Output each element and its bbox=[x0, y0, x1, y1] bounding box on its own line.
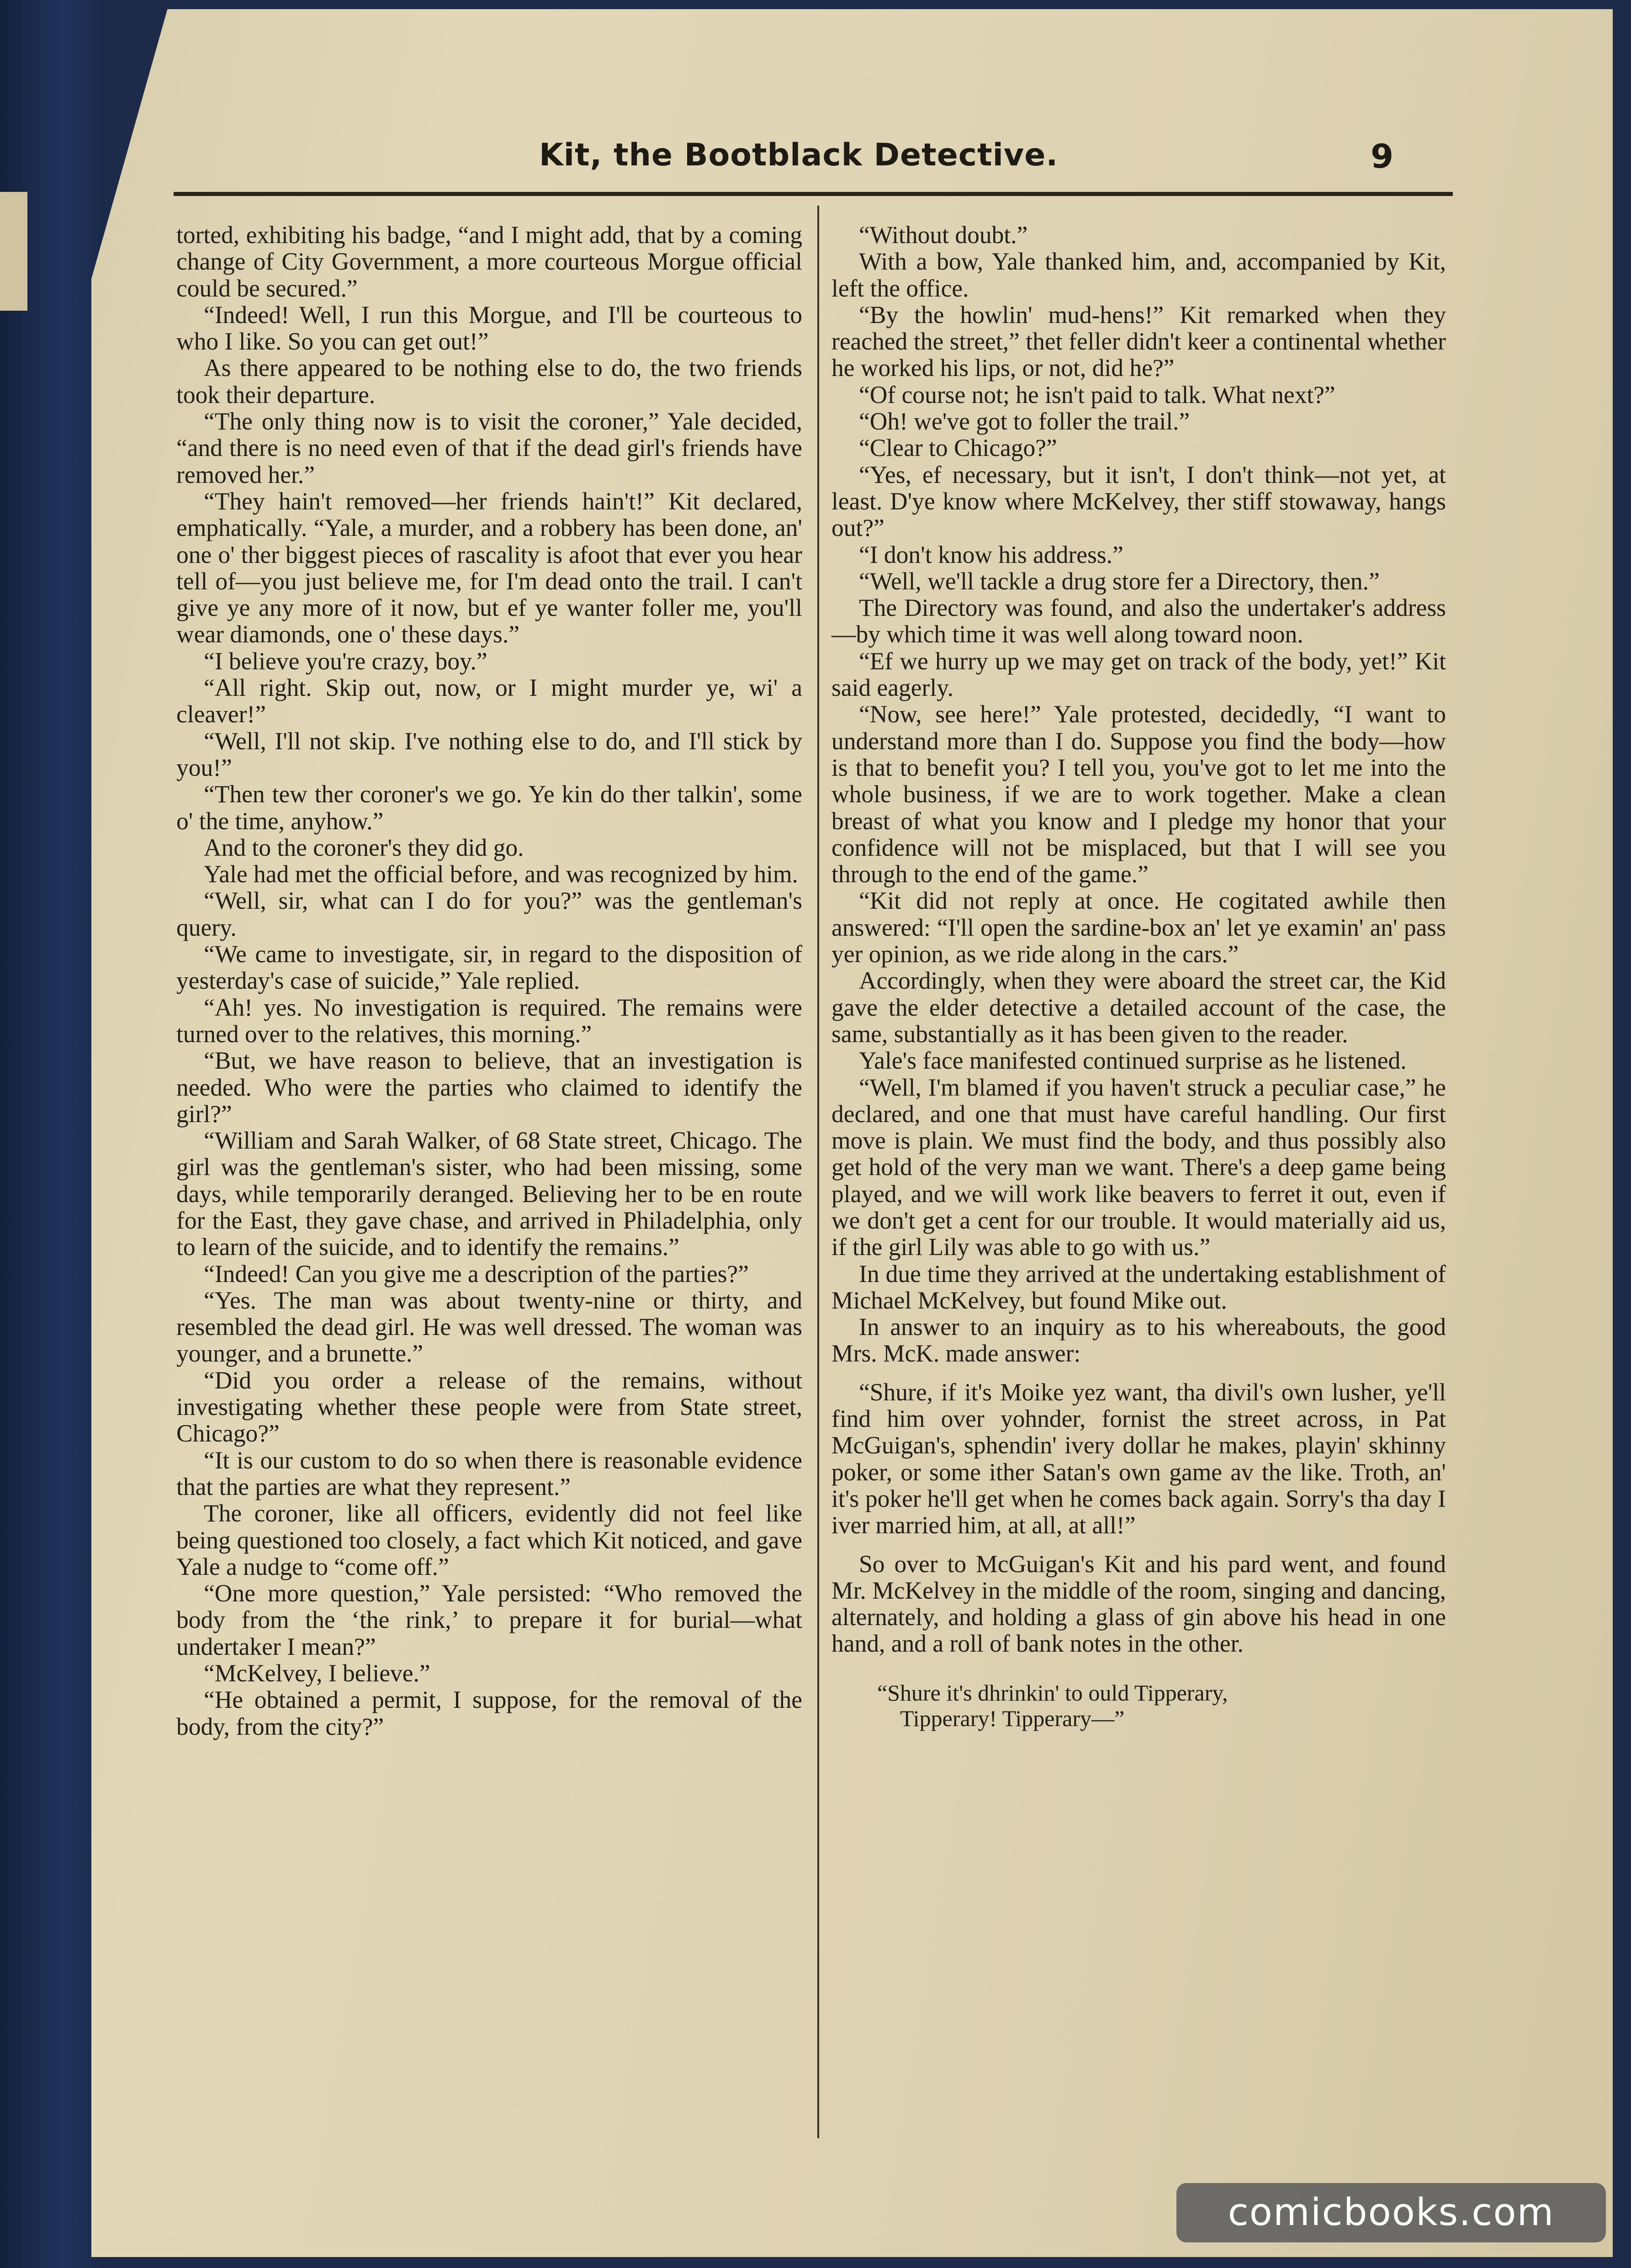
paragraph: torted, exhibiting his badge, “and I might add, that by a coming change of City Government, a more courteous Morgue official could be secured.” bbox=[176, 221, 802, 302]
paragraph: “Then tew ther coroner's we go. Ye kin do ther talkin', some o' the time, anyhow.” bbox=[176, 780, 802, 835]
paragraph: “McKelvey, I believe.” bbox=[204, 1659, 430, 1687]
running-title: Kit, the Bootblack Detective. bbox=[539, 137, 1059, 173]
paragraph: “It is our custom to do so when there is reasonable evidence that the parties are what they represent.” bbox=[176, 1446, 802, 1500]
verse-line: “Shure it's dhrinkin' to ould Tipperary, bbox=[877, 1680, 1228, 1706]
paragraph: In due time they arrived at the undertaking establishment of Michael McKelvey, but found Mike out. bbox=[831, 1260, 1446, 1314]
paragraph: “Well, we'll tackle a drug store fer a Directory, then.” bbox=[859, 567, 1380, 595]
paragraph: “Ah! yes. No investigation is required. The remains were turned over to the relatives, this morning.” bbox=[176, 993, 802, 1048]
paragraph: “Indeed! Well, I run this Morgue, and I'll be courteous to who I like. So you can get out!” bbox=[176, 301, 802, 355]
paragraph: “Kit did not reply at once. He cogitated awhile then answered: “I'll open the sardine-box an' let ye examin' an' pass yer opinion, as we ride along in the cars.” bbox=[831, 887, 1446, 968]
paragraph: “He obtained a permit, I suppose, for the removal of the body, from the city?” bbox=[176, 1686, 802, 1740]
header-rule bbox=[174, 192, 1453, 196]
paragraph: “We came to investigate, sir, in regard to the disposition of yesterday's case of suicide,” Yale replied. bbox=[176, 940, 802, 995]
paragraph: Accordingly, when they were aboard the street car, the Kid gave the elder detective a detailed account of the case, the same, substantially as it has been given to the reader. bbox=[831, 967, 1446, 1048]
paragraph: “William and Sarah Walker, of 68 State street, Chicago. The girl was the gentleman's sister, who had been missing, some days, while temporarily deranged. Believing her to be en route for the East, they gave chase, and arrived in Philadelphia, only to learn of the suicide, and to identify the remains.” bbox=[176, 1127, 802, 1261]
paragraph: With a bow, Yale thanked him, and, accompanied by Kit, left the office. bbox=[831, 248, 1446, 302]
paragraph: “Without doubt.” bbox=[859, 221, 1028, 249]
paragraph: The coroner, like all officers, evidently did not feel like being questioned too closely, a fact which Kit noticed, and gave Yale a nudge to “come off.” bbox=[176, 1500, 802, 1580]
paragraph: “Indeed! Can you give me a description of the parties?” bbox=[204, 1260, 749, 1288]
previous-page-edge bbox=[0, 192, 27, 311]
paragraph: “But, we have reason to believe, that an investigation is needed. Who were the parties who claimed to identify the girl?” bbox=[176, 1047, 802, 1128]
paragraph: “I believe you're crazy, boy.” bbox=[204, 647, 487, 675]
paragraph: “Did you order a release of the remains, without investigating whether these people were from State street, Chicago?” bbox=[176, 1366, 802, 1447]
paragraph: “Yes. The man was about twenty-nine or thirty, and resembled the dead girl. He was well dressed. The woman was younger, and a brunette.” bbox=[176, 1286, 802, 1367]
paragraph: “I don't know his address.” bbox=[859, 541, 1123, 568]
paragraph: The Directory was found, and also the undertaker's address—by which time it was well along toward noon. bbox=[831, 594, 1446, 648]
paragraph: Yale had met the official before, and was recognized by him. bbox=[204, 860, 798, 888]
paragraph: “Yes, ef necessary, but it isn't, I don't think—not yet, at least. D'ye know where McKelvey, ther stiff stowaway, hangs out?” bbox=[831, 461, 1446, 542]
paragraph: “Well, I'm blamed if you haven't struck a peculiar case,” he declared, and one that must have careful handling. Our first move is plain. We must find the body, and thus possibly also get hold of the very man we want. There's a deep game being played, and we will work like beavers to ferret it out, even if we don't get a cent for our trouble. It would materially aid us, if the girl Lily was able to go with us.” bbox=[831, 1073, 1446, 1261]
paragraph: So over to McGuigan's Kit and his pard went, and found Mr. McKelvey in the middle of the room, singing and dancing, alternately, and holding a glass of gin above his head in one hand, and a roll of bank notes in the other. bbox=[831, 1550, 1446, 1658]
paragraph: “By the howlin' mud-hens!” Kit remarked when they reached the street,” thet feller didn't keer a continental whether he worked his lips, or not, did he?” bbox=[831, 301, 1446, 382]
paragraph: “Clear to Chicago?” bbox=[859, 434, 1057, 462]
watermark: comicbooks.com bbox=[1176, 2183, 1606, 2242]
column-divider bbox=[817, 206, 819, 2138]
left-column bbox=[176, 222, 802, 1740]
paragraph: As there appeared to be nothing else to do, the two friends took their departure. bbox=[176, 354, 802, 408]
paragraph: “All right. Skip out, now, or I might murder ye, wi' a cleaver!” bbox=[176, 674, 802, 728]
running-header bbox=[539, 137, 1453, 187]
paragraph: “Well, I'll not skip. I've nothing else to do, and I'll stick by you!” bbox=[176, 727, 802, 781]
paragraph: “Ef we hurry up we may get on track of the body, yet!” Kit said eagerly. bbox=[831, 647, 1446, 702]
paragraph: And to the coroner's they did go. bbox=[204, 833, 524, 861]
verse-line: Tipperary! Tipperary—” bbox=[900, 1705, 1125, 1731]
paragraph: “Oh! we've got to foller the trail.” bbox=[859, 408, 1190, 435]
paragraph: “Well, sir, what can I do for you?” was the gentleman's query. bbox=[176, 887, 802, 941]
paragraph: “Of course not; he isn't paid to talk. What next?” bbox=[859, 381, 1335, 408]
paragraph: “They hain't removed—her friends hain't!” Kit declared, emphatically. “Yale, a murder, and a robbery has been done, an' one o' ther biggest pieces of rascality is afoot that ever you hear tell of—you just believe me, for I'm dead onto the trail. I can't give ye any more of it now, but ef ye wanter foller me, you'll wear diamonds, one o' these days.” bbox=[176, 487, 802, 648]
paragraph: “Now, see here!” Yale protested, decidedly, “I want to understand more than I do. Suppose you find the body—how is that to benefit you? I tell you, you've got to let me into the whole business, if we are to work together. Make a clean breast of what you know and I pledge my honor that your confidence will not be misplaced, but that I will see you through to the end of the game.” bbox=[831, 700, 1446, 888]
page-number: 9 bbox=[1371, 137, 1394, 175]
paragraph: “Shure, if it's Moike yez want, tha divil's own lusher, ye'll find him over yohnder, fornist the street across, in Pat McGuigan's, sphendin' ivery dollar he makes, playin' skhinny poker, or some ither Satan's own game av the like. Troth, an' it's poker he'll get when he comes back again. Sorry's tha day I iver married him, at all, at all!” bbox=[831, 1378, 1446, 1539]
song-verse bbox=[831, 1680, 1446, 1731]
right-column bbox=[831, 222, 1446, 1731]
paragraph: In answer to an inquiry as to his whereabouts, the good Mrs. McK. made answer: bbox=[831, 1313, 1446, 1367]
book-binding bbox=[0, 0, 105, 2268]
paragraph: “One more question,” Yale persisted: “Who removed the body from the ‘the rink,’ to prepare it for burial—what undertaker I mean?” bbox=[176, 1579, 802, 1660]
paragraph: Yale's face manifested continued surprise as he listened. bbox=[859, 1047, 1407, 1075]
paragraph: “The only thing now is to visit the coroner,” Yale decided, “and there is no need even of that if the dead girl's friends have removed her.” bbox=[176, 408, 802, 488]
